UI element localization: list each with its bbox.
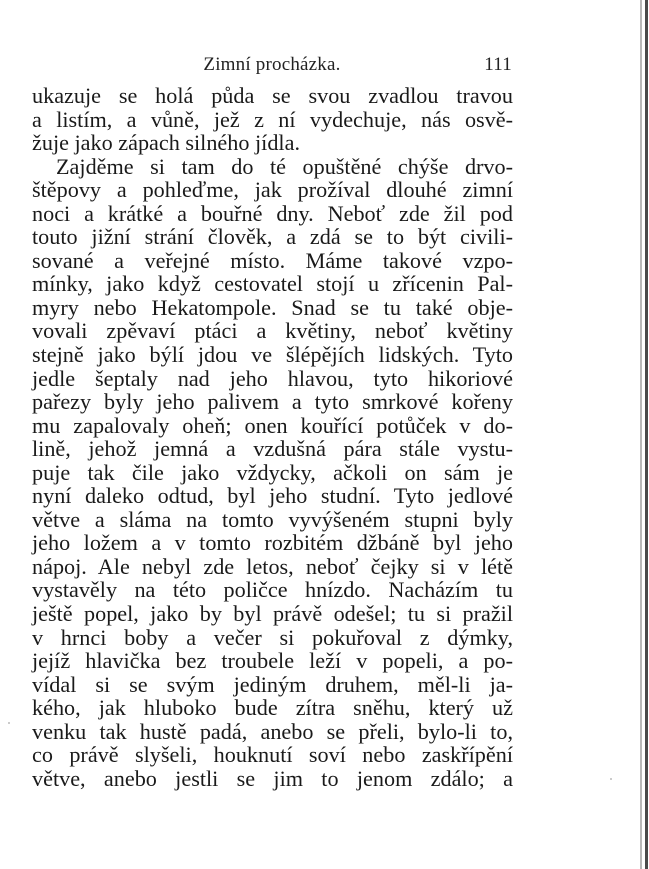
running-head [32,54,512,78]
text-line: touto jižní strání člověk, a zdá se to být civili- [32,224,513,250]
text-line: vídal si se svým jediným druhem, měl-li ja- [32,671,513,697]
text-line: nápoj. Ale nebyl zde letos, neboť čejky si v létě [32,553,513,579]
running-title: Zimní procházka. [203,54,341,75]
page-number: 111 [484,54,512,75]
text-line: Zajděme si tam do té opuštěné chýše drvo- [56,153,513,179]
text-line: ukazuje se holá půda se svou zvadlou travou [32,83,513,108]
text-line: puje tak čile jako vždycky, ačkoli on sám je [32,459,513,485]
text-line: v hrnci boby a večer si pokuřoval z dýmky, [32,624,513,650]
text-line: sované a veřejné místo. Máme takové vzpo- [32,247,513,273]
text-line: venku tak hustě padá, anebo se přeli, bylo-li to, [32,718,513,744]
text-line: pařezy byly jeho palivem a tyto smrkové kořeny [32,389,513,415]
text-line: co právě slyšeli, houknutí soví nebo zaskřípění [32,742,513,768]
text-line: mu zapalovaly oheň; onen kouřící potůček v do- [32,412,513,438]
page-edge-shadow [640,0,642,869]
text-line: žuje jako zápach silného jídla. [32,130,300,156]
text-line: a listím, a vůně, jež z ní vydechuje, nás osvě- [32,106,513,132]
text-line: jeho ložem a v tomto rozbitém džbáně byl jeho [32,530,513,556]
text-line: kého, jak hluboko bude zítra sněhu, který už [32,695,513,721]
text-line: mínky, jako když cestovatel stojí u zřícenin Pal- [32,271,513,297]
text-line: jedle šeptaly nad jeho hlavou, tyto hikoriové [32,365,513,391]
text-line: nyní daleko odtud, byl jeho studní. Tyto jedlové [32,483,513,509]
text-line: noci a krátké a bouřné dny. Neboť zde žil pod [32,200,513,226]
text-line: štěpovy a pohleďme, jak prožíval dlouhé zimní [32,177,513,203]
scan-speck [8,722,10,724]
page-edge-border [645,0,648,869]
text-line: větve, anebo jestli se jim to jenom zdálo; a [32,765,513,791]
scan-speck [610,778,612,780]
text-line: vovali zpěvaví ptáci a květiny, neboť květiny [32,318,513,344]
text-line: ještě popel, jako by byl právě odešel; tu si pražil [32,601,513,627]
text-line: větve a sláma na tomto vyvýšeném stupni byly [32,506,513,532]
text-line: lině, jehož jemná a vzdušná pára stále vystu- [32,436,513,462]
text-line: stejně jako býlí jdou ve šlépějích lidských. Tyto [32,342,513,368]
body-text [32,84,513,790]
text-line: vystavěly na této poličce hnízdo. Nacházím tu [32,577,513,603]
text-line: myry nebo Hekatompole. Snad se tu také obje- [32,294,513,320]
text-line: jejíž hlavička bez troubele leží v popeli, a po- [32,648,513,674]
